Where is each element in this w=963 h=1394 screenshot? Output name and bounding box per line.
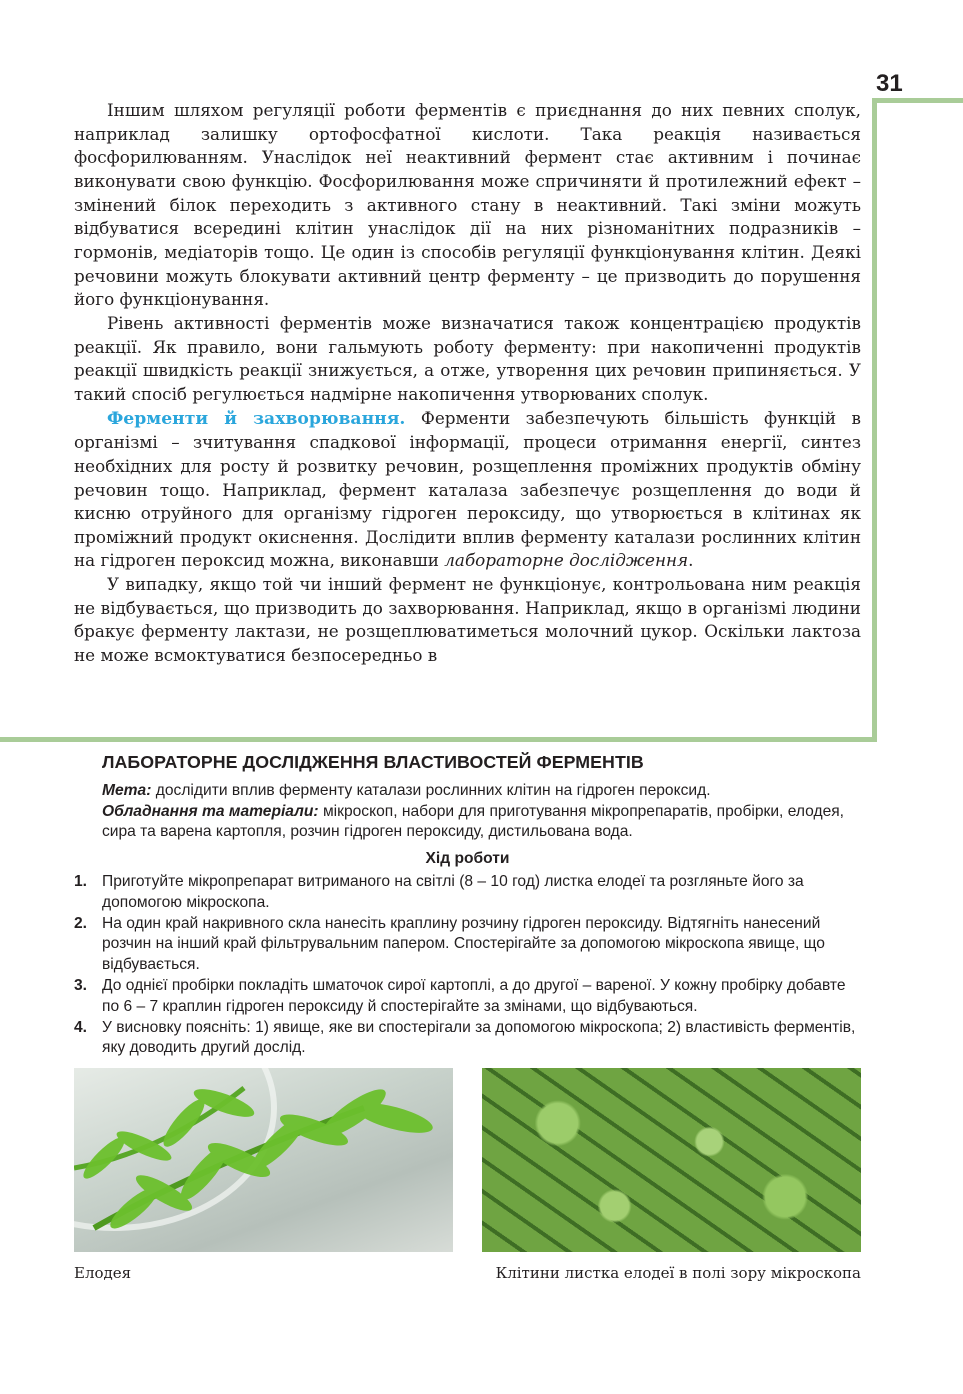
elodea-cells-photo — [482, 1068, 861, 1252]
step-number: 2. — [74, 914, 88, 932]
step-text: У висновку поясніть: 1) явище, яке ви спостерігали за допомогою мікроскопа; 2) властивість ферментів, яку доводить другий дослід. — [102, 1018, 856, 1057]
frame-bottom-border — [0, 737, 877, 742]
caption-elodea-cells: Клітини листка елодеї в полі зору мікроскопа — [495, 1264, 861, 1282]
procedure-step — [74, 872, 861, 914]
procedure-step — [74, 976, 861, 1018]
paragraph-missing-enzyme: У випадку, якщо той чи інший фермент не функціонує, контрольована ним реакція не відбувається, що призводить до захворювання. Наприклад, якщо в організмі людини бракує ферменту лактази, не розщеплюватиметься молочний цукор. Оскільки лактоза не може всмоктуватися безпосередньо в — [74, 574, 861, 666]
lab-reference-italic: лабораторне дослідження — [444, 550, 689, 571]
page-number: 31 — [876, 70, 903, 97]
lab-equipment-label: Обладнання та матеріали: — [102, 802, 319, 820]
lab-section — [74, 752, 861, 1059]
elodea-photo — [74, 1068, 453, 1252]
paragraph-enzymes-diseases — [74, 407, 861, 574]
step-number: 1. — [74, 872, 88, 890]
frame-top-border — [872, 98, 963, 103]
section-heading-enzymes-diseases: Ферменти й захворювання. — [107, 408, 406, 429]
elodea-illustration — [74, 1068, 453, 1252]
step-text: Приготуйте мікропрепарат витриманого на світлі (8 – 10 год) листка елодеї та розгляньте його за допомогою мікроскопа. — [102, 872, 804, 911]
lab-goal-text: дослідити вплив ферменту каталази рослинних клітин на гідроген пероксид. — [155, 781, 711, 799]
caption-elodea: Елодея — [74, 1264, 132, 1282]
paragraph-regulation: Іншим шляхом регуляції роботи ферментів є приєднання до них певних сполук, наприклад залишку ортофосфатної кислоти. Така реакція називається фосфорилюванням. Унаслідок неї неактивний фермент стає активним і починає виконувати свою функцію. Фосфорилювання може спричиняти й протилежний ефект – змінений білок переходить з активного стану в неактивний. Такі зміни можуть відбуватися всередині клітин унаслідок дії на них різноманітних подразників – гормонів, медіаторів тощо. Це один із способів регуляції функціонування клітин. Деякі речовини можуть блокувати активний центр ферменту – це призводить до порушення його функціонування. — [74, 100, 861, 310]
paragraph-activity-level: Рівень активності ферментів може визначатися також концентрацією продуктів реакції. Як правило, вони гальмують роботу ферменту: при накопиченні продуктів реакції швидкість реакції знижується, а отже, утворення цих речовин припиняється. У такий спосіб регулюється надмірне накопичення утворюваних сполук. — [74, 312, 861, 404]
step-number: 3. — [74, 976, 88, 994]
frame-side-border — [872, 98, 877, 742]
enzymes-text: Ферменти забезпечують більшість функцій в організмі – зчитування спадкової інформації, процеси отримання енергії, синтез необхідних для росту й розвитку речовин, розщеплення проміжних продуктів обміну речовин тощо. Наприклад, фермент каталаза забезпечує розщеплення до води й кисню отруйного для організму гідроген пероксиду, що утворюється в клітинах як проміжний продукт окиснення. Дослідити вплив ферменту каталази рослинних клітин на гідроген пероксид можна, виконавши — [74, 407, 861, 571]
procedure-steps — [74, 872, 861, 1059]
step-text: На один край накривного скла нанесіть краплину розчину гідроген пероксиду. Відтягніть нанесений розчин на інший край фільтрувальним папером. Спостерігайте за допомогою мікроскопа явище, що відбувається. — [102, 914, 825, 974]
lab-equipment-text: мікроскоп, набори для приготування мікропрепаратів, пробірки, елодея, сира та варена картопля, розчин гідроген пероксиду, дистильована вода. — [102, 802, 845, 841]
lab-title: ЛАБОРАТОРНЕ ДОСЛІДЖЕННЯ ВЛАСТИВОСТЕЙ ФЕРМЕНТІВ — [102, 752, 644, 772]
lab-goal-label: Мета: — [102, 781, 152, 799]
step-text: До однієї пробірки покладіть шматочок сирої картоплі, а до другої – вареної. У кожну пробірку добавте по 6 – 7 краплин гідроген пероксиду й спостерігайте за змінами, що відбуваються. — [102, 976, 846, 1015]
enzymes-text-end: . — [688, 550, 694, 571]
procedure-step — [74, 1018, 861, 1060]
lab-goal — [102, 781, 861, 802]
lab-equipment — [102, 802, 861, 844]
main-text-block — [74, 99, 861, 668]
procedure-heading: Хід роботи — [425, 850, 510, 868]
step-number: 4. — [74, 1018, 88, 1036]
procedure-step — [74, 914, 861, 976]
